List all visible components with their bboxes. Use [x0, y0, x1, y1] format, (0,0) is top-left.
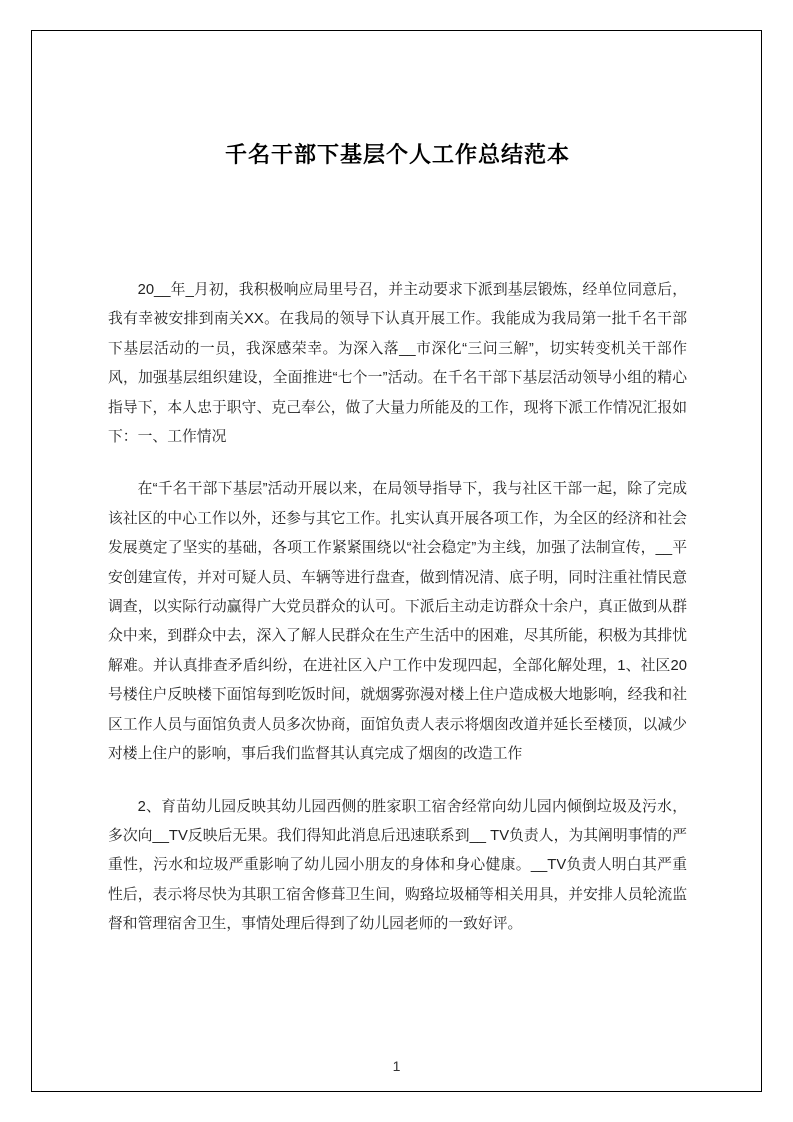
document-body — [108, 276, 687, 940]
paragraph: 20__年_月初，我积极响应局里号召，并主动要求下派到基层锻炼，经单位同意后，我有幸被安排到南关XX。在我局的领导下认真开展工作。我能成为我局第一批千名干部下基层活动的一员，我深感荣幸。为深入落__市深化“三问三解”，切实转变机关干部作风，加强基层组织建设，全面推进“七个一”活动。在千名干部下基层活动领导小组的精心指导下，本人忠于职守、克己奉公，做了大量力所能及的工作，现将下派工作情况汇报如下：一、工作情况 — [108, 282, 687, 446]
paragraph: 2、育苗幼儿园反映其幼儿园西侧的胜家职工宿舍经常向幼儿园内倾倒垃圾及污水，多次向__TV反映后无果。我们得知此消息后迅速联系到__ TV负责人，为其阐明事情的严重性，污水和垃圾严重影响了幼儿园小朋友的身体和身心健康。__TV负责人明白其严重性后，表示将尽快为其职工宿舍修葺卫生间，购臵垃圾桶等相关用具，并安排人员轮流监督和管理宿舍卫生，事情处理后得到了幼儿园老师的一致好评。 — [108, 798, 687, 933]
document-content — [108, 0, 687, 963]
paragraph: 在“千名干部下基层”活动开展以来，在局领导指导下，我与社区干部一起，除了完成该社区的中心工作以外，还参与其它工作。扎实认真开展各项工作，为全区的经济和社会发展奠定了坚实的基础，各项工作紧紧围绕以“社会稳定”为主线，加强了法制宣传，__平安创建宣传，并对可疑人员、车辆等进行盘查，做到情况清、底子明，同时注重社情民意调查，以实际行动赢得广大党员群众的认可。下派后主动走访群众十余户，真正做到从群众中来，到群众中去，深入了解人民群众在生产生活中的困难，尽其所能，积极为其排忧解难。并认真排查矛盾纠纷，在进社区入户工作中发现四起，全部化解处理，1、社区20号楼住户反映楼下面馆每到吃饭时间，就烟雾弥漫对楼上住户造成极大地影响，经我和社区工作人员与面馆负责人员多次协商，面馆负责人表示将烟囱改道并延长至楼顶，以减少对楼上住户的影响，事后我们监督其认真完成了烟囱的改造工作 — [108, 481, 687, 763]
document-title: 千名干部下基层个人工作总结范本 — [224, 142, 570, 167]
page-number: 1 — [392, 1058, 401, 1074]
